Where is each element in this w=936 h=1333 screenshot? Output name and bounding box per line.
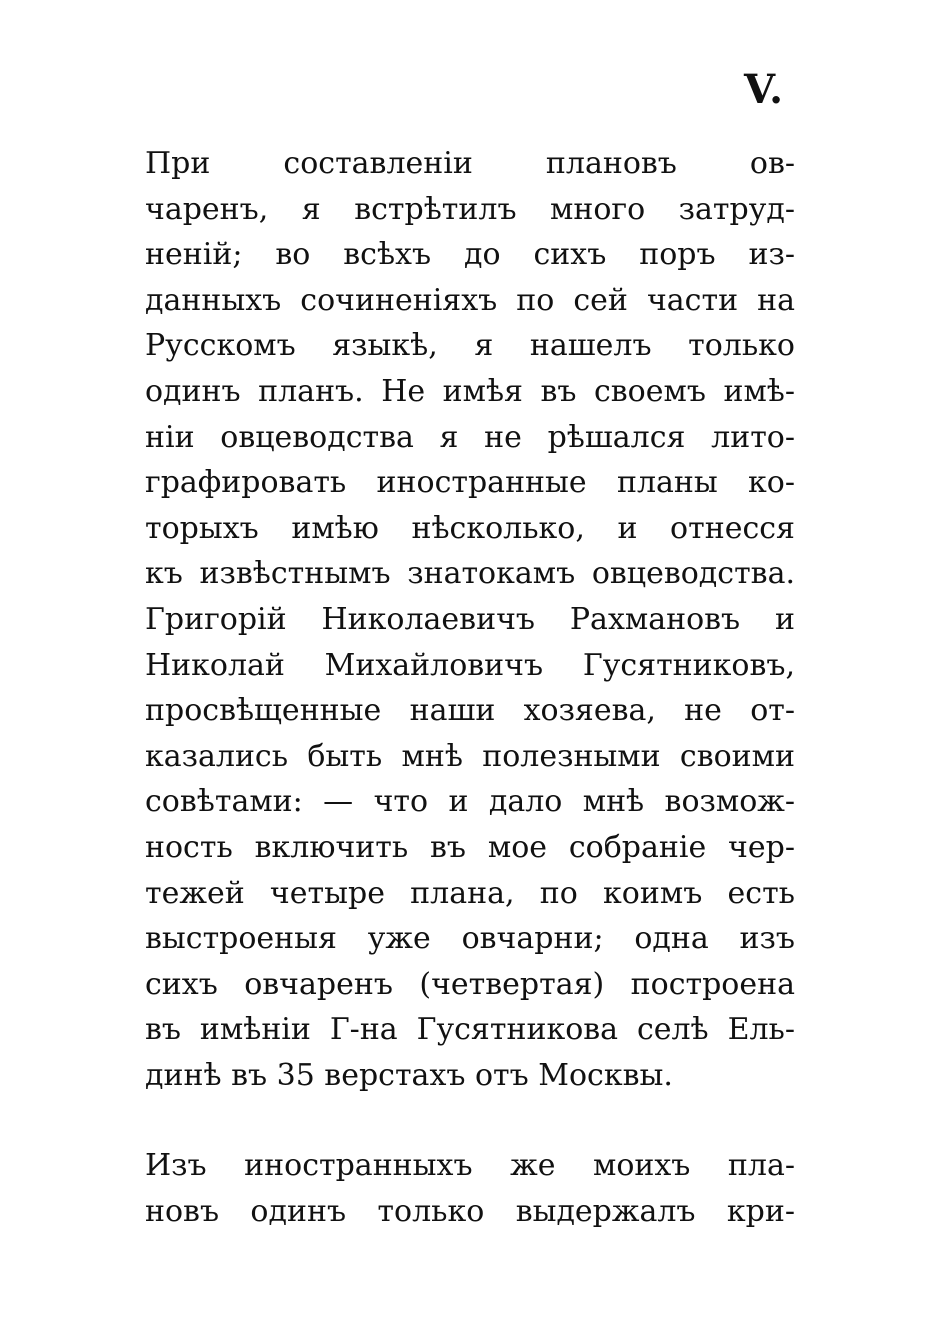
text-line: выстроеныя уже овчарни; одна изъ (145, 921, 795, 957)
text-line: торыхъ имѣю нѣсколько, и отнесся (145, 510, 795, 546)
text-line: Григорій Николаевичъ Рахмановъ и (145, 601, 795, 637)
text-line: казались быть мнѣ полезными своими (145, 738, 795, 774)
text-line: данныхъ сочиненіяхъ по сей части на (145, 282, 795, 318)
text-line: совѣтами: — что и дало мнѣ возмож- (145, 784, 795, 820)
page-number: V. (744, 66, 784, 113)
text-line: ность включить въ мое собраніе чер- (145, 829, 795, 865)
text-line: Русскомъ языкѣ, я нашелъ только (145, 328, 795, 364)
text-line: къ извѣстнымъ знатокамъ овцеводства. (145, 556, 795, 592)
paragraph-2 (145, 1143, 795, 1234)
text-line: чаренъ, я встрѣтилъ много затруд- (145, 191, 795, 227)
text-line: При составленіи плановъ ов- (145, 146, 795, 181)
text-line: сихъ овчаренъ (четвертая) построена (145, 966, 795, 1002)
text-line: въ имѣніи Г-на Гусятникова селѣ Ель- (145, 1012, 795, 1048)
text-line: тежей четыре плана, по коимъ есть (145, 875, 795, 911)
text-line: динѣ въ 35 верстахъ отъ Москвы. (145, 1057, 673, 1093)
text-line: Изъ иностранныхъ же моихъ пла- (145, 1148, 795, 1183)
text-line: одинъ планъ. Не имѣя въ своемъ имѣ- (145, 373, 795, 409)
text-line: просвѣщенные наши хозяева, не от- (145, 693, 795, 729)
text-line: новъ одинъ только выдержалъ кри- (145, 1193, 795, 1229)
text-line: неній; во всѣхъ до сихъ поръ из- (145, 237, 795, 273)
paragraph-1 (145, 141, 795, 1098)
text-line: графировать иностранные планы ко- (145, 465, 795, 501)
text-line: Николай Михайловичъ Гусятниковъ, (145, 647, 795, 683)
text-line: ніи овцеводства я не рѣшался лито- (145, 419, 795, 455)
